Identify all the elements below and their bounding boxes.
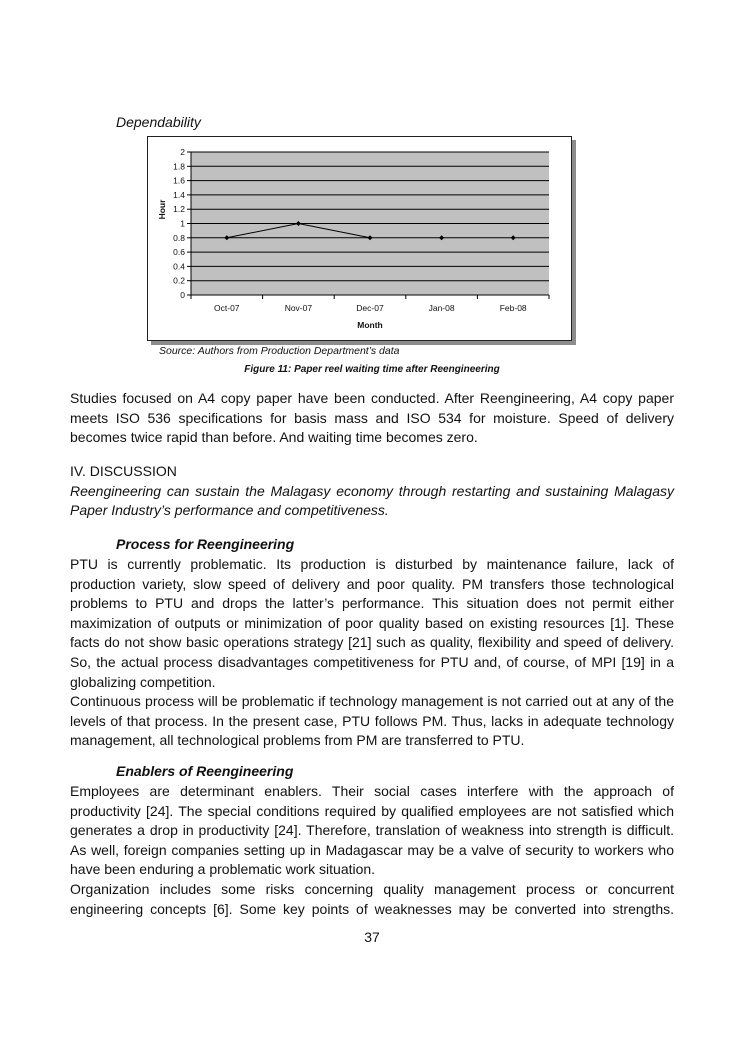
page-number: 37 bbox=[364, 929, 380, 945]
y-tick-label: 1.6 bbox=[173, 175, 185, 186]
figure-caption-text: Figure 11: Paper reel waiting time after Reengineering bbox=[244, 364, 500, 375]
y-tick-label: 1.8 bbox=[173, 161, 185, 172]
y-tick-label: 1 bbox=[180, 218, 185, 229]
y-axis-title: Hour bbox=[157, 199, 167, 220]
chart-canvas bbox=[148, 137, 571, 340]
line-chart bbox=[147, 136, 572, 341]
enablers-heading: Enablers of Reengineering bbox=[116, 763, 294, 779]
process-paragraph-1: PTU is currently problematic. Its production is disturbed by maintenance failure, lack of production variety, slow speed of delivery and poor quality. PM transfers those technological problems to PTU and drops the latter’s performance. This situation does not permit either maximization of outputs or minimization of poor quality based on existing resources [1]. These facts do not show basic operations strategy [21] such as quality, flexibility and speed of delivery. So, the actual process disadvantages competitiveness for PTU and, of course, of MPI [19] in a globalizing competition. bbox=[70, 556, 674, 690]
results-paragraph bbox=[70, 389, 674, 448]
x-tick-label: Feb-08 bbox=[499, 303, 527, 313]
paragraph-text: Studies focused on A4 copy paper have been conducted. After Reengineering, A4 copy paper meets ISO 536 specifications for basis mass and ISO 534 for moisture. Speed of delivery becomes twice rapid than before. And waiting time becomes zero. bbox=[70, 390, 674, 446]
discussion-section bbox=[70, 462, 674, 521]
source-note: Source: Authors from Production Department’s data bbox=[159, 345, 400, 357]
x-axis-title: Month bbox=[357, 320, 383, 330]
y-tick-label: 0.4 bbox=[173, 261, 185, 272]
y-tick-label: 0.8 bbox=[173, 232, 185, 243]
y-tick-label: 0 bbox=[180, 290, 185, 300]
x-tick-label: Nov-07 bbox=[284, 303, 313, 313]
enablers-paragraph-2: Organization includes some risks concerning quality management process or concurrent engineering concepts [6]. Some key points of weaknesses may be converted into strengths. bbox=[70, 880, 674, 917]
x-tick-label: Oct-07 bbox=[214, 303, 240, 313]
discussion-intro: Reengineering can sustain the Malagasy economy through restarting and sustaining Malagasy Paper Industry’s performance and competitiveness. bbox=[70, 482, 674, 519]
process-section bbox=[70, 555, 674, 751]
y-tick-label: 1.2 bbox=[173, 204, 185, 215]
process-paragraph-2: Continuous process will be problematic if technology management is not carried out at any of the levels of that process. In the present case, PTU follows PM. Thus, lacks in adequate technology management, all technological problems from PM are transferred to PTU. bbox=[70, 693, 674, 749]
y-tick-label: 2 bbox=[180, 147, 185, 157]
y-tick-label: 1.4 bbox=[173, 189, 185, 200]
enablers-paragraph-1: Employees are determinant enablers. Their social cases interfere with the approach of productivity [24]. The special conditions required by qualified employees are not satisfied which generates a drop in productivity [24]. Therefore, translation of weakness into strength is difficult. As well, foreign companies setting up in Madagascar may be a valve of security to workers who have been enduring a problematic work situation. bbox=[70, 783, 674, 878]
x-tick-label: Jan-08 bbox=[428, 303, 455, 313]
y-tick-label: 0.6 bbox=[173, 247, 185, 258]
process-heading: Process for Reengineering bbox=[116, 536, 295, 552]
enablers-section bbox=[70, 782, 674, 919]
x-tick-label: Dec-07 bbox=[356, 303, 384, 313]
discussion-heading: IV. DISCUSSION bbox=[70, 463, 177, 479]
figure-caption bbox=[0, 364, 744, 375]
section-label: Dependability bbox=[116, 114, 201, 130]
y-tick-label: 0.2 bbox=[173, 275, 185, 286]
